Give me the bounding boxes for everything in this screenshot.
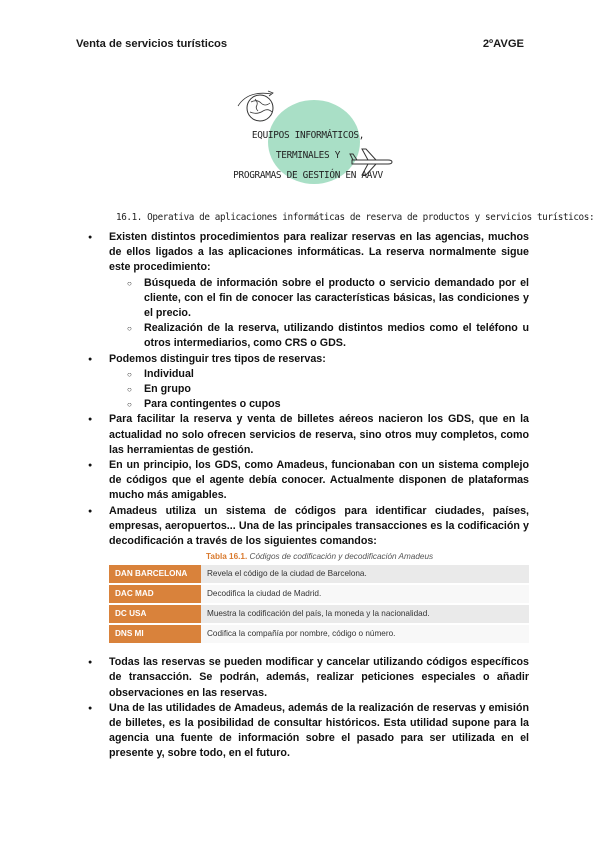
table-row <box>109 565 529 583</box>
bullet-amadeus-origins: ● En un principio, los GDS, como Amadeus, funcionaban con un sistema complejo de códigos que el agente debía conocer. Actualmente disponen de plataformas mucho más amigables. <box>82 458 529 504</box>
description-cell: Decodifica la ciudad de Madrid. <box>201 585 529 603</box>
table-row <box>109 585 529 603</box>
sub-bullet-individual: ○ Individual <box>82 367 529 382</box>
section-heading: 16.1. Operativa de aplicaciones informáticas de reserva de productos y servicios turísticos: <box>116 212 595 223</box>
description-cell: Codifica la compañía por nombre, código o número. <box>201 625 529 643</box>
description-cell: Muestra la codificación del país, la moneda y la nacionalidad. <box>201 605 529 623</box>
table-label: Tabla 16.1. <box>206 552 248 562</box>
code-cell: DC USA <box>109 605 201 623</box>
table-caption <box>206 550 529 563</box>
table-row <box>109 605 529 623</box>
bullet-reservation-types: ● Podemos distinguir tres tipos de reservas: <box>82 352 529 367</box>
bullet-procedures: ● Existen distintos procedimientos para realizar reservas en las agencias, muchos de ellos ligados a las aplicaciones informáticas. La reserva normalmente sigue este procedimiento: <box>82 230 529 276</box>
table-row <box>109 625 529 643</box>
chapter-banner <box>228 86 398 196</box>
sub-bullet-group: ○ En grupo <box>82 382 529 397</box>
bullet-amadeus-codes: ● Amadeus utiliza un sistema de códigos para identificar ciudades, países, empresas, aeropuertos... Una de las principales transacciones es la codificación y decodificación a través de los siguientes comandos: <box>82 504 529 550</box>
amadeus-codes-table <box>109 563 529 645</box>
chapter-title <box>228 126 388 186</box>
course-group: 2ºAVGE <box>482 38 524 50</box>
code-cell: DNS MI <box>109 625 201 643</box>
course-title: Venta de servicios turísticos <box>76 38 228 50</box>
chapter-title-line2: PROGRAMAS DE GESTIÓN EN AAVV <box>233 170 383 181</box>
chapter-title-line1: EQUIPOS INFORMÁTICOS, TERMINALES Y <box>251 130 365 161</box>
bullet-gds: ● Para facilitar la reserva y venta de billetes aéreos nacieron los GDS, que en la actualidad no solo ofrecen servicios de reserva, sino otros muy completos, como las herramientas de gestión. <box>82 412 529 458</box>
bullet-historical-data: ● Una de las utilidades de Amadeus, además de la realización de reservas y emisión de billetes, es la posibilidad de consultar históricos. Esta utilidad supone para la agencia una fuente de información sobre el pasado para ser utilizada en el presente y, sobre todo, en el futuro. <box>82 701 529 762</box>
page-body <box>82 230 529 762</box>
description-cell: Revela el código de la ciudad de Barcelona. <box>201 565 529 583</box>
sub-bullet-booking: ○ Realización de la reserva, utilizando distintos medios como el teléfono u otros intermediarios, como CRS o GDS. <box>82 321 529 351</box>
table-caption-text: Códigos de codificación y decodificación Amadeus <box>249 552 434 562</box>
code-cell: DAN BARCELONA <box>109 565 201 583</box>
bullet-modify-reservations: ● Todas las reservas se pueden modificar y cancelar utilizando códigos específicos de transacción. Se podrán, además, realizar peticiones especiales o añadir observaciones en las reservas. <box>82 655 529 701</box>
spacer <box>82 645 529 655</box>
page-header <box>76 38 524 54</box>
sub-bullet-quotas: ○ Para contingentes o cupos <box>82 397 529 412</box>
globe-icon <box>236 86 282 126</box>
code-cell: DAC MAD <box>109 585 201 603</box>
sub-bullet-search: ○ Búsqueda de información sobre el producto o servicio demandado por el cliente, con el fin de conocer las características básicas, las condiciones y el precio. <box>82 276 529 322</box>
